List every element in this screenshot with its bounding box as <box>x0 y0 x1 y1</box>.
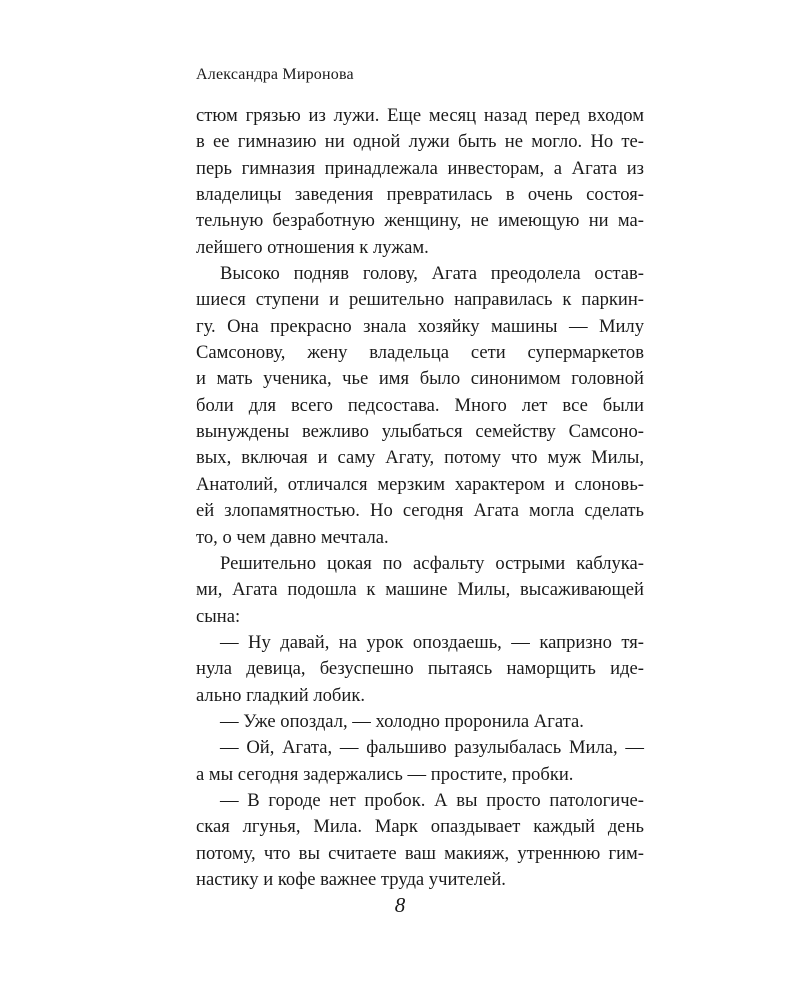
text-line: шиеся ступени и решительно направилась к паркин- <box>196 289 644 311</box>
text-line: перь гимназия принадлежала инвесторам, а Агата из <box>196 157 644 179</box>
text-line: — Ой, Агата, — фальшиво разулыбалась Мила, — <box>220 737 644 759</box>
text-line: вых, включая и саму Агату, потому что муж Милы, <box>196 447 644 469</box>
text-line: — Ну давай, на урок опоздаешь, — капризно тя- <box>220 631 644 653</box>
text-line: — В городе нет пробок. А вы просто патологиче- <box>220 789 644 811</box>
text-line: нула девица, безуспешно пытаясь наморщить иде- <box>196 658 644 680</box>
running-head: Александра Миронова <box>196 66 354 83</box>
text-line: владелицы заведения превратилась в очень состоя- <box>196 184 644 206</box>
text-line: Высоко подняв голову, Агата преодолела остав- <box>220 263 644 285</box>
text-line: тельную безработную женщину, не имеющую ни ма- <box>196 210 644 232</box>
text-line: — Уже опоздал, — холодно проронила Агата. <box>220 710 584 732</box>
text-line: настику и кофе важнее труда учителей. <box>196 868 506 890</box>
page-number: 8 <box>394 893 406 917</box>
body-text <box>196 103 644 893</box>
text-line: потому, что вы считаете ваш макияж, утреннюю гим- <box>196 842 644 864</box>
text-line: гу. Она прекрасно знала хозяйку машины — Милу <box>196 315 644 337</box>
text-line: Решительно цокая по асфальту острыми каблука- <box>220 552 644 574</box>
text-line: а мы сегодня задержались — простите, пробки. <box>196 763 574 785</box>
text-line: ская лгунья, Мила. Марк опаздывает каждый день <box>196 816 644 838</box>
text-line: стюм грязью из лужи. Еще месяц назад перед входом <box>196 105 644 126</box>
text-line: боли для всего педсостава. Много лет все были <box>196 394 644 416</box>
text-line: сына: <box>196 605 241 627</box>
text-line: и мать ученика, чье имя было синонимом головной <box>196 368 644 390</box>
text-line: ей злопамятностью. Но сегодня Агата могла сделать <box>196 500 644 522</box>
text-line: ми, Агата подошла к машине Милы, высаживающей <box>196 579 644 601</box>
text-line: лейшего отношения к лужам. <box>196 236 429 258</box>
text-line: Самсонову, жену владельца сети супермаркетов <box>196 342 644 364</box>
text-line: Анатолий, отличался мерзким характером и слоновь- <box>196 473 644 495</box>
text-line: то, о чем давно мечтала. <box>196 526 389 548</box>
text-line: в ее гимназию ни одной лужи быть не могло. Но те- <box>196 131 644 153</box>
text-line: ально гладкий лобик. <box>196 684 365 706</box>
text-line: вынуждены вежливо улыбаться семейству Самсоно- <box>196 421 644 443</box>
